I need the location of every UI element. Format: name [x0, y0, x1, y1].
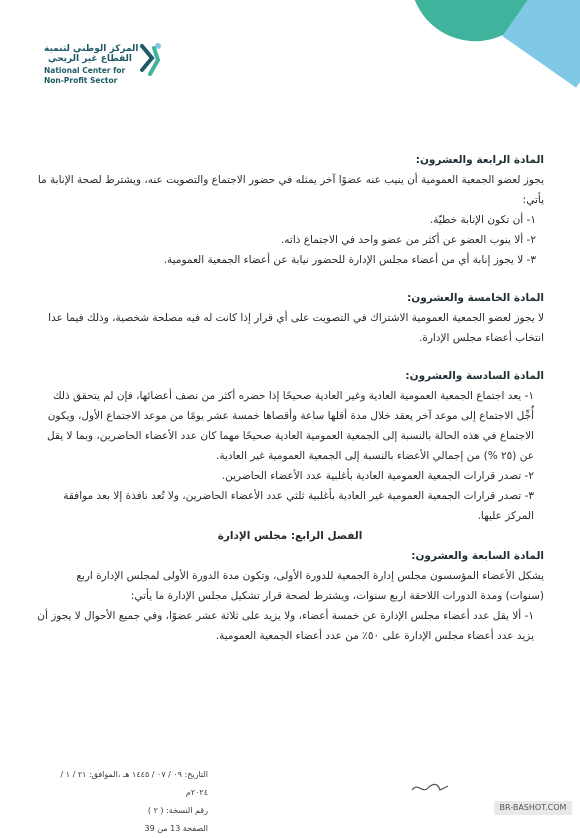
article-27-intro: يشكل الأعضاء المؤسسون مجلس إدارة الجمعية للدورة الأولى، وتكون مدة الدورة الأولى لمجلس الإدارة اربع (سنوات) ومدة الدورات اللاحقة اربع سنوات، ويشترط لصحة قرار تشكيل مجلس الإدارة ما يأتي:: [76, 570, 544, 602]
article-26-item-3: ٣- تصدر قرارات الجمعية العمومية غير العادية بأغلبية ثلثي عدد الأعضاء الحاضرين، ولا تُعد نافذة إلا بعد موافقة المركز عليها.: [63, 490, 534, 522]
article-24-item-1: ١- أن تكون الإنابة خطيّة.: [429, 214, 536, 226]
article-24-item-2: ٢- ألا ينوب العضو عن أكثر من عضو واحد في الاجتماع ذاته.: [280, 234, 536, 246]
article-26-heading: المادة السادسة والعشرون:: [405, 370, 544, 382]
article-27-item-1: ١- ألا يقل عدد أعضاء مجلس الإدارة عن خمسة أعضاء، ولا يزيد على ثلاثة عشر عضوًا، وفي جميع الأحوال لا يجوز أن يزيد عدد أعضاء مجلس الإدارة على ٥٠٪ من عدد أعضاء الجمعية العمومية.: [37, 610, 534, 642]
logo-english-line-2: Non-Profit Sector: [44, 76, 118, 85]
document-body: [36, 150, 544, 646]
article-25-heading: المادة الخامسة والعشرون:: [407, 292, 544, 304]
footer-info: [48, 766, 208, 838]
footer-page-number: الصفحة 13 من 39: [144, 824, 208, 833]
logo-mark-icon: [136, 40, 164, 84]
signature-icon: [410, 778, 450, 798]
center-logo: [44, 40, 164, 88]
footer-date: التاريخ: ٠٩ / ٠٧ / ١٤٤٥ هـ ،الموافق: ٢١ / ١ / ٢٠٢٤م: [60, 770, 208, 797]
article-24-item-3: ٣- لا يجوز إنابة أي من أعضاء مجلس الإدارة للحضور نيابة عن أعضاء الجمعية العمومية.: [163, 254, 536, 266]
article-26-item-2: ٢- تصدر قرارات الجمعية العمومية العادية بأغلبية عدد الأعضاء الحاضرين.: [221, 470, 534, 482]
article-26-item-1: ١- يعد اجتماع الجمعية العمومية العادية وغير العادية صحيحًا إذا حضره أكثر من نصف أعضائها، فإن لم يتحقق ذلك أُجِّل الاجتماع إلى موعد آخر يعقد خلال مدة أقلها ساعة وأقصاها خمسة عشر يومًا من موعد الاجتماع الأول، ويكون الاجتماع في هذه الحالة بالنسبة إلى الجمعية العمومية العادية صحيحًا مهما كان عدد الأعضاء الحاضرين، وبما لا يقل عن (٢٥ %) من إجمالي الأعضاء بالنسبة إلى الجمعية العمومية غير العادية.: [46, 390, 534, 462]
article-27-heading: المادة السابعة والعشرون:: [411, 550, 544, 562]
logo-arabic-line-2: القطاع غير الربحي: [48, 54, 132, 64]
article-25-text: لا يجوز لعضو الجمعية العمومية الاشتراك في التصويت على أي قرار إذا كانت له فيه مصلحة شخصية، وذلك فيما عدا انتخاب أعضاء مجلس الإدارة.: [48, 312, 544, 344]
footer-version: رقم النسخة: ( ٢ ): [147, 806, 208, 815]
article-24-heading: المادة الرابعة والعشرون:: [415, 154, 544, 166]
chapter-title: الفصل الرابع: مجلس الإدارة: [217, 530, 363, 542]
logo-arabic-line-1: المركز الوطني لتنمية: [44, 44, 139, 54]
site-watermark: BR-BASHOT.COM: [494, 801, 572, 815]
logo-english-line-1: National Center for: [44, 66, 126, 75]
article-24-intro: يجوز لعضو الجمعية العمومية أن ينيب عنه عضوًا آخر يمثله في حضور الاجتماع والتصويت عنه، ويشترط لصحة الإنابة ما يأتي:: [37, 174, 544, 206]
